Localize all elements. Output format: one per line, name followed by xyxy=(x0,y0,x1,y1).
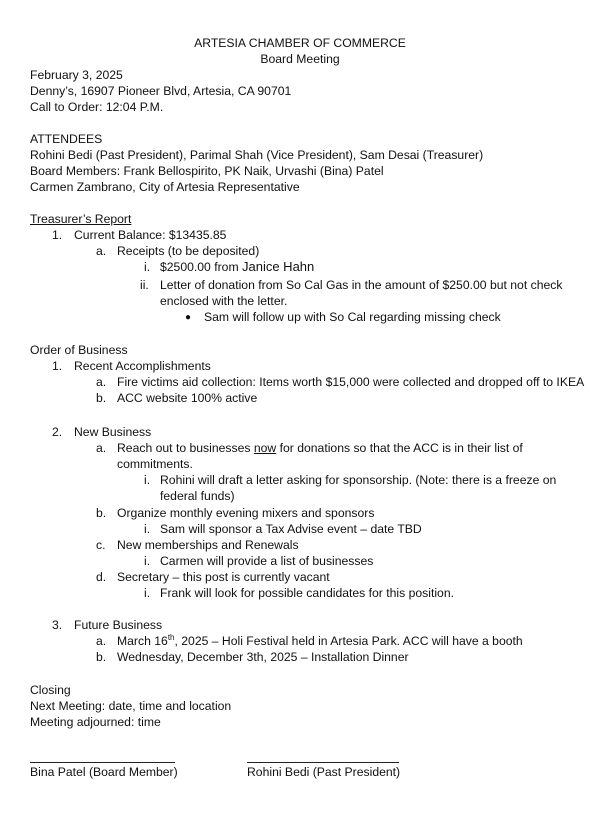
reach-out-line2: commitments. xyxy=(117,457,193,471)
ordinal-suffix: th xyxy=(167,632,175,642)
new-business: New Business xyxy=(74,425,152,439)
secretary-vacant: Secretary – this post is currently vacant xyxy=(117,570,330,584)
meeting-title: Board Meeting xyxy=(260,52,340,66)
list-marker: i. xyxy=(144,522,151,536)
bullet-icon: ● xyxy=(185,312,192,323)
attendees-board-members: Board Members: Frank Bellospirito, PK Naik, Urvashi (Bina) Patel xyxy=(30,164,384,178)
list-marker: 3. xyxy=(52,618,63,632)
list-marker: 2. xyxy=(52,425,63,439)
future-business: Future Business xyxy=(74,618,163,632)
list-marker: a. xyxy=(96,441,107,455)
current-balance: Current Balance: $13435.85 xyxy=(74,228,227,242)
meeting-adjourned: Meeting adjourned: time xyxy=(30,715,161,729)
tax-advise-event: Sam will sponsor a Tax Advise event – date TBD xyxy=(160,522,422,536)
list-marker: i. xyxy=(144,260,151,274)
list-marker: a. xyxy=(96,375,107,389)
so-cal-gas-letter-line1: Letter of donation from So Cal Gas in the amount of $250.00 but not check xyxy=(160,278,563,292)
website-status: ACC website 100% active xyxy=(117,391,258,405)
holi-text: , 2025 – Holi Festival held in Artesia Park. ACC will have a booth xyxy=(174,634,523,648)
reach-out-text: for donations so that the ACC is in their list of xyxy=(276,441,523,455)
signature-line-right xyxy=(247,762,399,763)
monthly-mixers: Organize monthly evening mixers and sponsors xyxy=(117,506,375,520)
reach-out-line1 xyxy=(117,440,523,456)
signature-name-left: Bina Patel (Board Member) xyxy=(30,765,178,779)
fire-victims-aid: Fire victims aid collection: Items worth $15,000 were collected and dropped off to IKEA xyxy=(117,375,585,389)
reach-out-text: Reach out to businesses xyxy=(117,441,254,455)
list-marker: b. xyxy=(96,506,107,520)
follow-up-note: Sam will follow up with So Cal regarding missing check xyxy=(204,310,501,324)
next-meeting: Next Meeting: date, time and location xyxy=(30,699,232,713)
attendees-heading: ATTENDEES xyxy=(30,132,103,146)
attendees-officers: Rohini Bedi (Past President), Parimal Shah (Vice President), Sam Desai (Treasurer) xyxy=(30,148,484,162)
sponsorship-letter-line1: Rohini will draft a letter asking for sponsorship. (Note: there is a freeze on xyxy=(160,473,557,487)
list-marker: a. xyxy=(96,244,107,258)
list-marker: b. xyxy=(96,650,107,664)
receipt-janice-hahn xyxy=(160,259,314,275)
sponsorship-letter-line2: federal funds) xyxy=(160,489,235,503)
attendees-representative: Carmen Zambrano, City of Artesia Representative xyxy=(30,180,300,194)
holi-date: March 16 xyxy=(117,634,168,648)
list-marker: 1. xyxy=(52,359,63,373)
memberships-renewals: New memberships and Renewals xyxy=(117,538,299,552)
candidate-search: Frank will look for possible candidates for this position. xyxy=(160,586,454,600)
closing-heading: Closing xyxy=(30,683,71,697)
list-marker: i. xyxy=(144,554,151,568)
signature-line-left xyxy=(30,762,175,763)
list-marker: i. xyxy=(144,473,151,487)
org-title: ARTESIA CHAMBER OF COMMERCE xyxy=(194,36,406,50)
receipts-item: Receipts (to be deposited) xyxy=(117,244,260,258)
holi-festival xyxy=(117,633,523,649)
list-marker: a. xyxy=(96,634,107,648)
order-heading: Order of Business xyxy=(30,343,128,357)
meeting-location: Denny’s, 16907 Pioneer Blvd, Artesia, CA 90701 xyxy=(30,84,292,98)
list-marker: b. xyxy=(96,391,107,405)
call-to-order: Call to Order: 12:04 P.M. xyxy=(30,100,164,114)
signature-name-right: Rohini Bedi (Past President) xyxy=(247,765,401,779)
installation-dinner: Wednesday, December 3th, 2025 – Installation Dinner xyxy=(117,650,409,664)
treasurer-heading: Treasurer’s Report xyxy=(30,212,132,226)
list-marker: d. xyxy=(96,570,107,584)
list-marker: c. xyxy=(96,538,106,552)
now-emphasis: now xyxy=(253,441,277,455)
list-marker: 1. xyxy=(52,228,63,242)
list-marker: ii. xyxy=(140,278,149,292)
receipt-amount: $2500.00 from xyxy=(160,260,242,274)
donor-name: Janice Hahn xyxy=(241,259,315,274)
so-cal-gas-letter-line2: enclosed with the letter. xyxy=(160,294,288,308)
list-marker: i. xyxy=(144,586,151,600)
business-list: Carmen will provide a list of businesses xyxy=(160,554,374,568)
meeting-date: February 3, 2025 xyxy=(30,68,123,82)
recent-accomplishments: Recent Accomplishments xyxy=(74,359,211,373)
